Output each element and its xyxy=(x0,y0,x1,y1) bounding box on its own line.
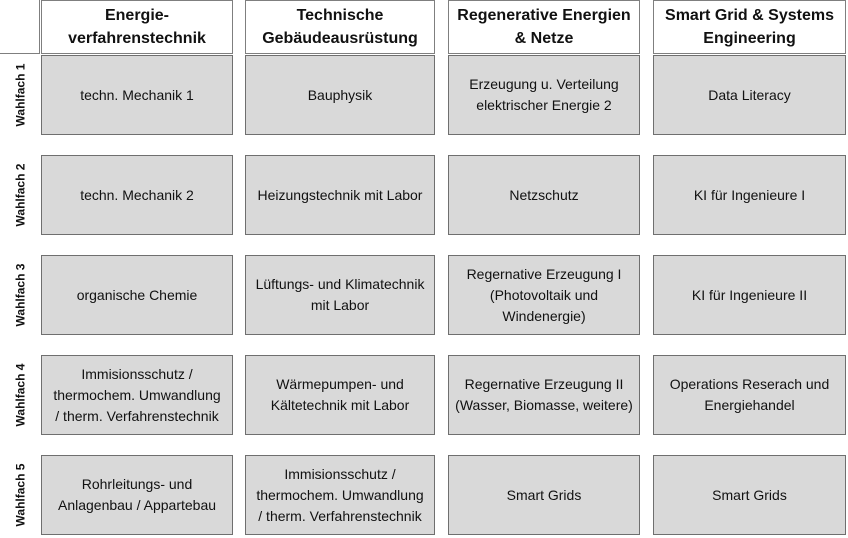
table-cell: Lüftungs- und Klimatechnik mit Labor xyxy=(245,255,435,335)
table-cell: Bauphysik xyxy=(245,55,435,135)
column-header-technische-gebaeudeausruestung: Technische Gebäudeausrüstung xyxy=(245,0,435,54)
table-cell: Heizungstechnik mit Labor xyxy=(245,155,435,235)
row-label-wahlfach-2: Wahlfach 2 xyxy=(13,163,27,227)
table-cell: Wärmepumpen- und Kältetechnik mit Labor xyxy=(245,355,435,435)
column-header-smart-grid: Smart Grid & Systems Engineering xyxy=(653,0,846,54)
row-label-wahlfach-5: Wahlfach 5 xyxy=(13,463,27,527)
table-cell: KI für Ingenieure I xyxy=(653,155,846,235)
column-header-regenerative-energien: Regenerative Energien & Netze xyxy=(448,0,640,54)
row-label-wahlfach-3: Wahlfach 3 xyxy=(13,263,27,327)
table-cell: organische Chemie xyxy=(41,255,233,335)
table-cell: Smart Grids xyxy=(653,455,846,535)
table-cell: Operations Reserach und Energiehandel xyxy=(653,355,846,435)
table-cell: techn. Mechanik 2 xyxy=(41,155,233,235)
table-cell: techn. Mechanik 1 xyxy=(41,55,233,135)
table-cell: Rohrleitungs- und Anlagenbau / Appartebau xyxy=(41,455,233,535)
table-cell: KI für Ingenieure II xyxy=(653,255,846,335)
table-cell: Netzschutz xyxy=(448,155,640,235)
table-cell: Erzeugung u. Verteilung elektrischer Energie 2 xyxy=(448,55,640,135)
table-cell: Immisionsschutz / thermochem. Umwandlung / therm. Verfahrenstechnik xyxy=(41,355,233,435)
table-corner xyxy=(0,0,40,54)
column-header-energieverfahrenstechnik: Energie- verfahrenstechnik xyxy=(41,0,233,54)
table-cell: Data Literacy xyxy=(653,55,846,135)
row-label-wahlfach-1: Wahlfach 1 xyxy=(13,63,27,127)
table-cell: Smart Grids xyxy=(448,455,640,535)
table-cell: Immisionsschutz / thermochem. Umwandlung / therm. Verfahrenstechnik xyxy=(245,455,435,535)
row-label-wahlfach-4: Wahlfach 4 xyxy=(13,363,27,427)
table-cell: Regernative Erzeugung I (Photovoltaik und Windenergie) xyxy=(448,255,640,335)
table-cell: Regernative Erzeugung II (Wasser, Biomasse, weitere) xyxy=(448,355,640,435)
